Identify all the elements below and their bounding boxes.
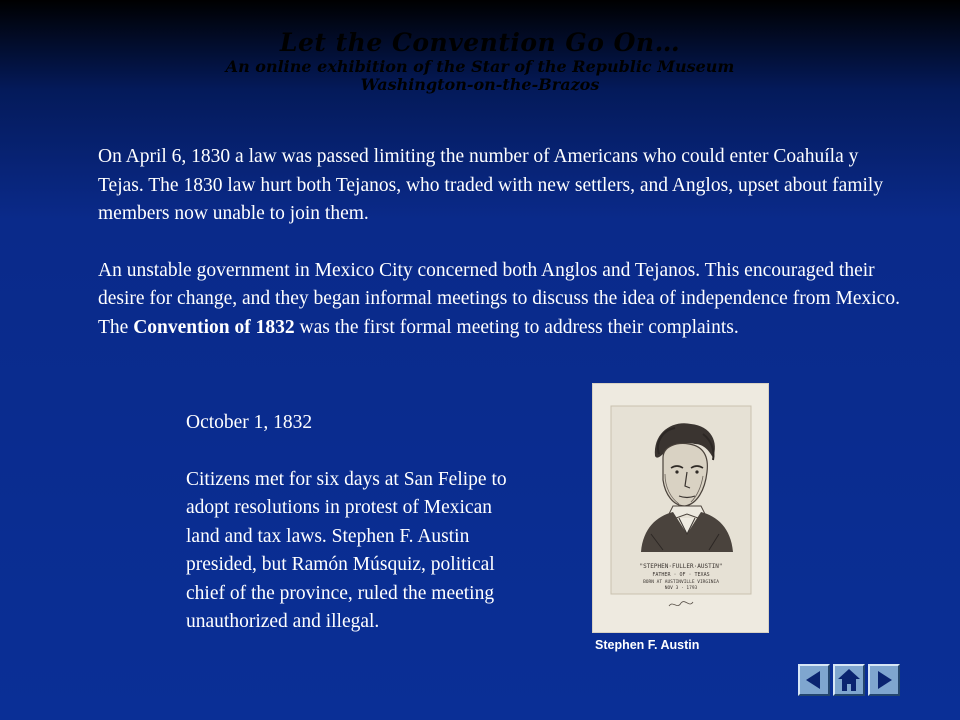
back-button[interactable] — [798, 664, 830, 696]
svg-text:NOV 3 · 1793: NOV 3 · 1793 — [664, 586, 698, 591]
intro-paragraph-2-end: was the first formal meeting to address their complaints. — [294, 316, 739, 338]
intro-text — [98, 143, 908, 342]
intro-paragraph-1: On April 6, 1830 a law was passed limiting the number of Americans who could enter Coahuíla y Tejas. The 1830 law hurt both Tejanos, who traded with new settlers, and Anglos, upset about family members now unable to join them. — [98, 146, 884, 224]
page-subtitle-location: Washington-on-the-Brazos — [360, 75, 600, 94]
austin-etching-image — [593, 384, 768, 632]
event-description: Citizens met for six days at San Felipe to adopt resolutions in protest of Mexican land and tax laws. Stephen F. Austin presided, but Ramón Músquiz, political chief of the province, ruled the meeting unauthorized and illegal. — [186, 468, 507, 632]
event-date: October 1, 1832 — [186, 412, 313, 433]
svg-text:"STEPHEN·FULLER·AUSTIN": "STEPHEN·FULLER·AUSTIN" — [639, 563, 723, 570]
svg-text:BORN AT AUSTINVILLE VIRGINIA: BORN AT AUSTINVILLE VIRGINIA — [643, 580, 719, 585]
convention-emphasis: Convention of 1832 — [133, 316, 295, 338]
home-button[interactable] — [833, 664, 865, 696]
page-subtitle: An online exhibition of the Star of the Republic Museum — [225, 57, 735, 76]
page-header — [0, 28, 960, 94]
page-title: Let the Convention Go On… — [279, 28, 681, 57]
triangle-right-icon — [870, 666, 898, 694]
intro-paragraph-2 — [98, 257, 908, 343]
triangle-left-icon — [800, 666, 828, 694]
forward-button[interactable] — [868, 664, 900, 696]
austin-portrait-etching — [592, 383, 769, 633]
home-icon — [835, 666, 863, 694]
intro-paragraph-2-start: An unstable government in Mexico City concerned both Anglos and Tejanos. This encouraged their desire for change, and they began informal meetings to discuss the idea of independence from Mexico. The — [98, 259, 900, 338]
svg-text:FATHER · OF · TEXAS: FATHER · OF · TEXAS — [652, 572, 710, 578]
portrait-caption: Stephen F. Austin — [595, 638, 700, 652]
event-text — [186, 409, 526, 637]
